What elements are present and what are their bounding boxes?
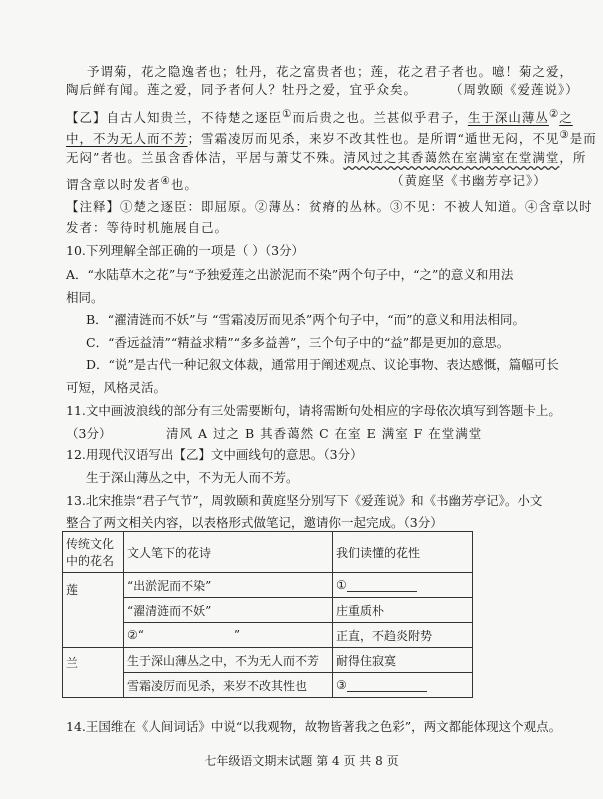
orchid-character-1: 耐得住寂寞 <box>333 648 473 673</box>
yi-mid: 而后贵之也。兰甚似乎君子， <box>292 110 468 126</box>
yi-end-1: 之 <box>559 110 573 126</box>
passage-yi-line-4 <box>66 173 547 193</box>
answer-blank-3[interactable] <box>347 679 427 692</box>
q14-stem: 14.王国维在《人间词话》中说“以我观物，故物皆著我之色彩”，两文都能体现这个观点。 <box>66 719 562 734</box>
q12-sentence: 生于深山薄丛之中，不为无人而不芳。 <box>86 470 299 485</box>
blank-3-marker: ③ <box>336 678 347 692</box>
q10-option-a-line2: 相同。 <box>66 290 104 305</box>
answer-blank-2[interactable] <box>144 630 234 642</box>
flower-orchid: 兰 <box>63 648 124 698</box>
lotus-poem-2: “濯清涟而不妖” <box>124 598 333 623</box>
note-marker-3: ③ <box>559 129 570 141</box>
passage-line-1: 予谓菊，花之隐逸者也；牡丹，花之富贵者也；莲，花之君子者也。噫！菊之爱， <box>87 64 574 79</box>
page-footer: 七年级语文期末试题 第 4 页 共 8 页 <box>204 754 399 768</box>
yi-3: 无闷”者也。兰虽含香体洁，平居与萧艾不殊。 <box>66 150 344 165</box>
yi-4b: 也。 <box>170 177 198 193</box>
yi-3-end: ，所 <box>559 150 587 165</box>
lotus-poem-1: “出淤泥而不染” <box>124 573 333 598</box>
notes-line-2: 发者：等待时机施展自己。 <box>66 220 229 235</box>
q10-option-b: B．“濯清涟而不妖”与 “雪霜凌厉而见杀”两个句子中，“而”的意义和用法相同。 <box>86 312 526 327</box>
lotus-poem-3-cell <box>124 623 333 648</box>
q11-stem: 11.文中画波浪线的部分有三处需要断句，请将需断句处相应的字母依次填写到答题卡上。 <box>66 403 561 418</box>
quote-close: ” <box>233 628 241 642</box>
passage-line-2-text: 陶后鲜有闻。莲之爱，同予者何人？牡丹之爱，宜乎众矣。 <box>66 82 418 97</box>
passage-yi-line-3 <box>66 150 586 166</box>
wavy-line-text: 清风过之其香蔼然在室满室在堂满堂 <box>343 150 560 165</box>
q13-stem-line1: 13.北宋推崇“君子气节”，周敦颐和黄庭坚分别写下《爱莲说》和《书幽芳亭记》。小文 <box>66 493 543 508</box>
q10-option-c: C．“香远益清”“精益求精”“多多益善”，三个句子中的“益”都是更加的意思。 <box>86 335 510 350</box>
yi-prefix: 【乙】自古人知贵兰，不待楚之逐臣 <box>66 110 283 126</box>
yi-2b: ；雪霜凌厉而见杀，来岁不改其性也。是所谓“遁世无闷，不见 <box>187 131 560 147</box>
underlined-sentence-part2: 中，不为无人而不芳 <box>66 131 188 147</box>
table-row <box>63 623 473 648</box>
note-marker-1: ① <box>282 108 293 120</box>
yi-2c: 是而 <box>569 131 597 147</box>
blank-1-marker: ① <box>336 578 347 592</box>
header-col1-line1: 传统文化 <box>66 537 115 551</box>
q10-option-d-line2: 可短，风格灵活。 <box>66 380 167 395</box>
header-character: 我们读懂的花性 <box>333 532 473 573</box>
source-b: （黄庭坚《书幽芳亭记》） <box>391 173 547 188</box>
passage-yi-line-2 <box>66 127 597 147</box>
note-marker-2: ② <box>548 108 560 120</box>
notes-table <box>62 531 473 698</box>
note-marker-4: ④ <box>160 175 171 187</box>
q10-stem: 10.下列理解全部正确的一项是（ ）（3分） <box>66 243 305 258</box>
q10-option-a-line1: A．“水陆草木之花”与“予独爱莲之出淤泥而不染”两个句子中，“之”的意义和用法 <box>66 267 514 282</box>
lotus-character-3: 正直，不趋炎附势 <box>333 623 473 648</box>
answer-blank-1[interactable] <box>347 579 417 592</box>
underlined-sentence-part1: 生于深山薄丛 <box>467 110 549 126</box>
source-a: （周敦颐《爱莲说》） <box>450 82 579 97</box>
passage-line-2 <box>66 82 579 98</box>
lotus-character-1-cell <box>333 573 473 598</box>
orchid-poem-2: 雪霜凌厉而见杀，来岁不改其性也 <box>124 673 333 698</box>
q13-stem-line2: 整合了两文相关内容，以表格形式做笔记，邀请你一起完成。（3分） <box>66 515 443 530</box>
table-row <box>63 573 473 598</box>
flower-lotus: 莲 <box>63 573 124 648</box>
orchid-character-2-cell <box>333 673 473 698</box>
blank-2-marker: ② <box>127 628 138 642</box>
quote-open: “ <box>137 628 144 642</box>
orchid-poem-1: 生于深山薄丛之中，不为无人而不芳 <box>124 648 333 673</box>
q11-score: （3分） <box>66 426 112 441</box>
q10-option-d-line1: D．“说”是古代一种记叙文体裁，通常用于阐述观点、议论事物、表达感慨，篇幅可长 <box>86 357 559 372</box>
header-col1-line2: 中的花名 <box>66 554 115 568</box>
passage-yi-line-1 <box>66 106 573 126</box>
header-poem: 文人笔下的花诗 <box>124 532 333 573</box>
header-flower-name <box>63 532 124 573</box>
table-row <box>63 648 473 673</box>
lotus-character-2: 庄重质朴 <box>333 598 473 623</box>
q12-stem: 12.用现代汉语写出【乙】文中画线句的意思。（3分） <box>66 447 363 462</box>
table-row <box>63 598 473 623</box>
yi-4a: 谓含章以时发者 <box>66 177 161 193</box>
q11-options: 清风 A 过之 B 其香蔼然 C 在室 E 满室 F 在堂满堂 <box>166 426 483 441</box>
table-row <box>63 673 473 698</box>
table-header-row <box>63 532 473 573</box>
notes-line-1: 【注释】①楚之逐臣：即屈原。②薄丛：贫瘠的丛林。③不见：不被人知道。④含章以时 <box>66 199 593 214</box>
